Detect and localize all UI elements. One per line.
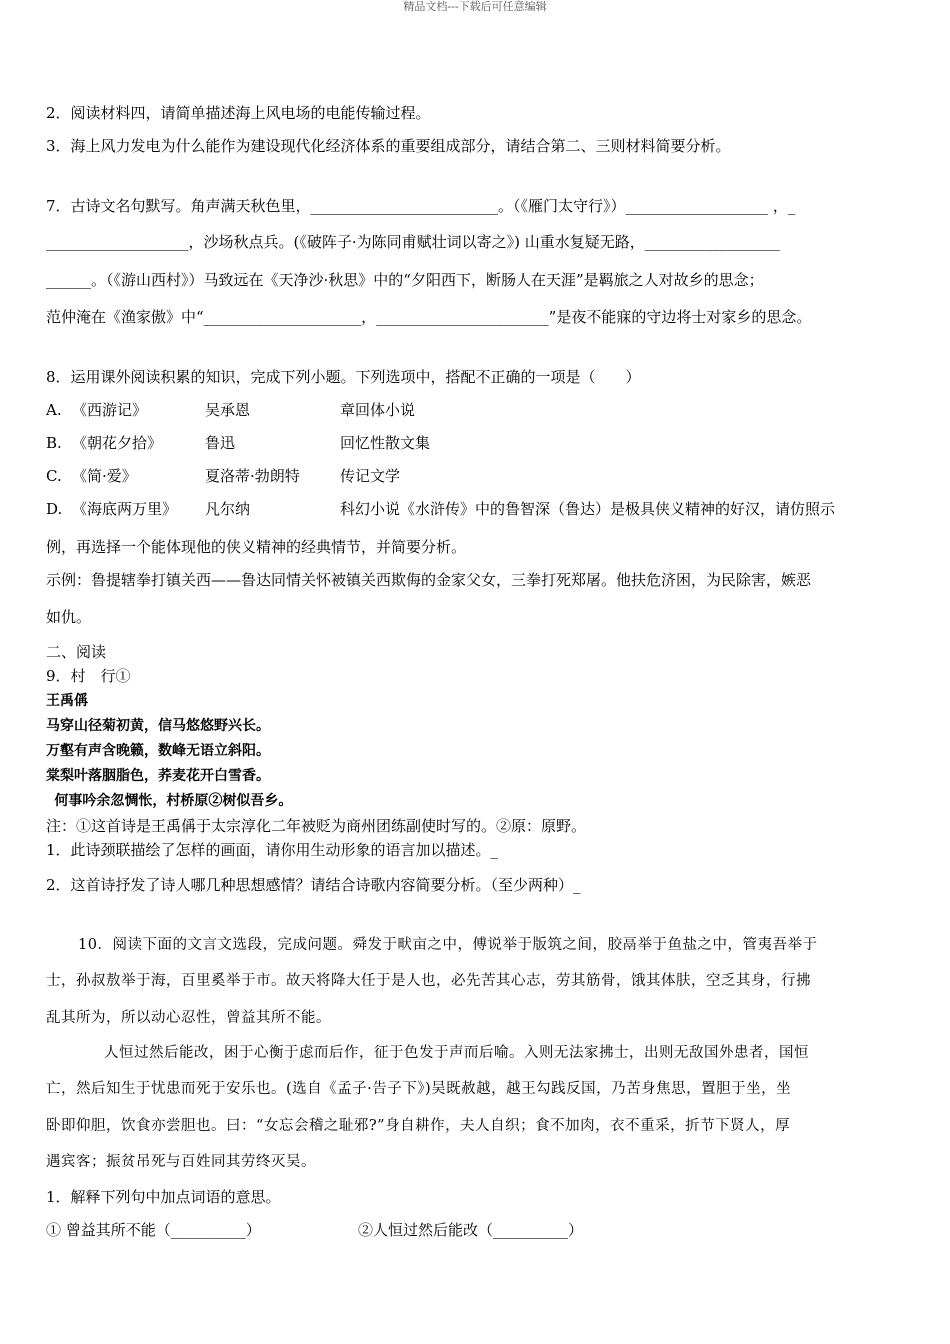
q7-line-4: 范仲淹在《渔家傲》中“_____________________，_______________________”是夜不能寐的守边将士对家乡的思念。 [46,308,812,326]
option-genre: 章回体小说 [340,401,416,419]
q8-stem: 8．运用课外阅读积累的知识，完成下列小题。下列选项中，搭配不正确的一项是（ ） [46,368,641,386]
option-b [46,433,906,453]
option-book: 《简·爱》 [72,467,137,485]
poem-author: 王禹偁 [46,693,88,709]
option-letter: B. [46,434,62,452]
q10-line: 乱其所为，所以动心忍性，曾益其所不能。 [46,1010,331,1026]
page-header: 精品文档---下载后可任意编辑 [403,0,547,13]
option-book: 《西游记》 [72,401,148,419]
option-letter: D. [46,500,63,518]
question-2-text: 2．阅读材料四，请简单描述海上风电场的电能传输过程。 [46,104,431,122]
option-book: 《海底两万里》 [72,500,178,518]
option-genre: 传记文学 [340,467,401,485]
q9-question-1: 1．此诗颈联描绘了怎样的画面，请你用生动形象的语言加以描述。_ [46,841,499,859]
option-book: 《朝花夕拾》 [72,434,163,452]
q10-item-2: ②人恒过然后能改（__________） [358,1221,584,1239]
poem-line: 万壑有声含晚籁，数峰无语立斜阳。 [46,743,270,759]
q10-line: 士，孙叔敖举于海，百里奚举于市。故天将降大任于是人也，必先苦其心志，劳其筋骨，饿其体肤，空乏其身，行拂 [46,973,811,989]
q10-line: 遇宾客；振贫吊死与百姓同其劳终灭吴。 [46,1154,316,1170]
q7-line-1: 7．古诗文名句默写。角声满天秋色里，_________________________。（《雁门太守行》）___________________ ，_ [46,197,796,215]
option-genre: 科幻小说《水浒传》中的鲁智深（鲁达）是极具侠义精神的好汉，请仿照示 [340,500,836,518]
option-author: 鲁迅 [205,434,236,452]
q10-line: 亡，然后知生于忧患而死于安乐也。(选自《孟子·告子下》)吴既赦越，越王勾践反国，乃苦身焦思，置胆于坐，坐 [46,1081,792,1097]
q7-line-2: ___________________，沙场秋点兵。(《破阵子·为陈同甫赋壮词以寄之》) 山重水复疑无路，__________________ [46,233,780,251]
option-c [46,466,906,486]
example-line-2: 如仇。 [46,608,92,626]
q10-line: 卧即仰胆，饮食亦尝胆也。曰：“女忘会稽之耻邪?”身自耕作，夫人自织；食不加肉，衣不重采，折节下贤人，厚 [46,1118,791,1134]
option-d [46,499,906,519]
section-title: 二、阅读 [46,643,107,661]
poem-note: 注：①这首诗是王禹偁于太宗淳化二年被贬为商州团练副使时写的。②原：原野。 [46,817,587,835]
q9-question-2: 2．这首诗抒发了诗人哪几种思想感情？请结合诗歌内容简要分析。（至少两种）_ [46,876,581,894]
option-author: 凡尔纳 [205,500,251,518]
poem-line: 何事吟余忽惆怅，村桥原②树似吾乡。 [46,793,293,809]
option-genre: 回忆性散文集 [340,434,431,452]
option-letter: C. [46,467,62,485]
q10-line: 10．阅读下面的文言文选段，完成问题。舜发于畎亩之中，傅说举于版筑之间，胶鬲举于鱼盐之中，管夷吾举于 [78,937,818,953]
option-author: 吴承恩 [205,401,251,419]
q10-item-1: ① 曾益其所不能（__________） [46,1221,261,1239]
q8-continuation: 例，再选择一个能体现他的侠义精神的经典情节，并简要分析。 [46,538,467,556]
question-3-text: 3．海上风力发电为什么能作为建设现代化经济体系的重要组成部分，请结合第二、三则材料简要分析。 [46,137,731,155]
poem-line: 棠梨叶落胭脂色，荞麦花开白雪香。 [46,768,270,784]
q7-line-3: ______。（《游山西村》）马致远在《天净沙·秋思》中的“夕阳西下，断肠人在天涯”是羁旅之人对故乡的思念； [46,271,764,289]
option-letter: A. [46,401,62,419]
q10-question-1: 1．解释下列句中加点词语的意思。 [46,1188,281,1206]
option-a [46,400,906,420]
q10-line: 人恒过然后能改，困于心衡于虑而后作，征于色发于声而后喻。入则无法家拂士，出则无敌国外患者，国恒 [104,1045,809,1061]
q9-title: 9．村 行① [46,667,131,685]
example-line-1: 示例：鲁提辖拳打镇关西——鲁达同情关怀被镇关西欺侮的金家父女，三拳打死郑屠。他扶危济困，为民除害，嫉恶 [46,571,812,589]
option-author: 夏洛蒂·勃朗特 [205,467,300,485]
poem-line: 马穿山径菊初黄，信马悠悠野兴长。 [46,718,270,734]
